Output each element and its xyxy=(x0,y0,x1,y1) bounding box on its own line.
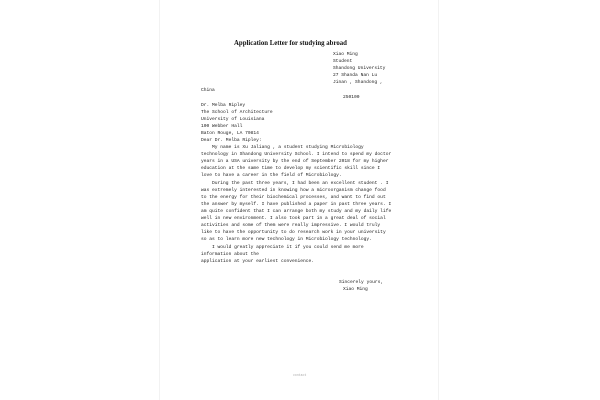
sender-role: Student xyxy=(333,59,353,64)
body-line: application at your earliest convenience. xyxy=(201,259,315,264)
recipient-hall: 100 Webber Hall xyxy=(201,124,243,129)
body-line: education at the same time to develop my scientific skill since I xyxy=(201,166,381,171)
body-line: like to have the opportunity to do research work in your university xyxy=(201,230,386,235)
body-line: love to have a career in the field of Microbiology. xyxy=(201,173,342,178)
sender-name: Xiao Ming xyxy=(333,52,358,57)
sender-street: 27 Shanda Nan Lu xyxy=(333,73,378,78)
recipient-school: The School of Architecture xyxy=(201,110,273,115)
body-line: During the past three years, I had been an excellent student . I xyxy=(201,181,389,186)
body-line: so as to learn more new technology in Microbiology technology. xyxy=(201,237,372,242)
sender-university: Shandong University xyxy=(333,66,386,71)
closing: Sincerely yours, xyxy=(339,280,384,285)
salutation: Dear Dr. Melba Ripley: xyxy=(201,138,262,143)
body-line: technology in Shandong University School. I intend to spend my doctor xyxy=(201,152,392,157)
signature: Xiao Ming xyxy=(343,287,368,292)
page-footer: contact xyxy=(293,373,307,377)
body-line: to the energy for their biochemical processes, and want to find out xyxy=(201,195,386,200)
body-line: information about the xyxy=(201,252,259,257)
body-line: activities and some of them were really impressive. I would truly xyxy=(201,223,381,228)
recipient-university: University of Louisiana xyxy=(201,117,265,122)
body-line: am quite confident that I can arrange both my study and my daily life xyxy=(201,209,392,214)
recipient-city: Baton Rouge, LA 70814 xyxy=(201,131,259,136)
body-line: years in a USA university by the end of September 2018 for my higher xyxy=(201,159,389,164)
letter-title: Application Letter for studying abroad xyxy=(234,40,347,47)
body-line: I would greatly appreciate it if you could send me more xyxy=(201,245,364,250)
sender-city: Jinan , Shandong , xyxy=(333,80,383,85)
body-line: the answer by myself. I have published a paper in past three years. I xyxy=(201,202,392,207)
sender-postal-code: 250100 xyxy=(343,95,360,100)
body-line: My name is Xu Jaliang , a student studying Microbiology xyxy=(201,145,364,150)
body-line: was extremely interested in knowing how a microorganism change food xyxy=(201,188,386,193)
sender-country: China xyxy=(201,88,215,93)
body-line: well in new environment. I also took part in a great deal of social xyxy=(201,216,386,221)
recipient-name: Dr. Melba Ripley xyxy=(201,103,246,108)
